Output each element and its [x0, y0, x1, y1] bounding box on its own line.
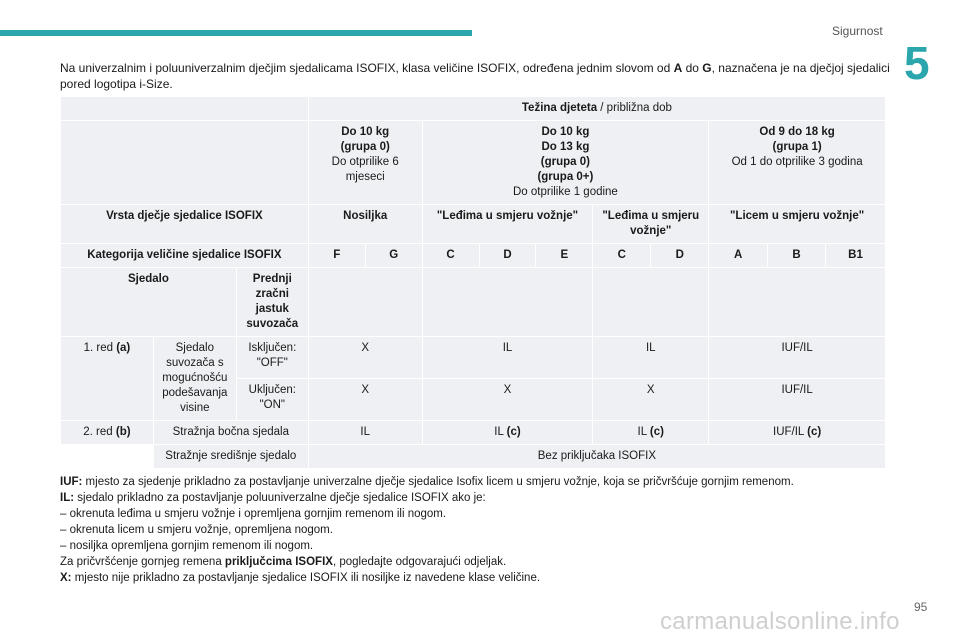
page-number: 95 [914, 600, 928, 614]
value-cell: IL [422, 337, 593, 379]
table-corner [61, 121, 309, 205]
empty-cell [422, 268, 593, 337]
type-cell: Nosiljka [308, 205, 422, 244]
row2-seat: Stražnja bočna sjedala [153, 421, 308, 445]
row-label-1: 1. red (a) [61, 337, 154, 421]
size-label: Kategorija veličine sjedalice ISOFIX [61, 244, 309, 268]
airbag-label: Prednji zračni jastuk suvozača [236, 268, 308, 337]
section-title: Sigurnost [832, 24, 883, 38]
empty-cell [308, 268, 422, 337]
group-header: Od 9 do 18 kg (grupa 1) Od 1 do otprilike 3 godina [709, 121, 886, 205]
type-cell: "Leđima u smjeru vožnje" [422, 205, 593, 244]
row-label-2: 2. red (b) [61, 421, 154, 445]
size-cell: C [593, 244, 651, 268]
watermark: carmanualsonline.info [660, 608, 900, 635]
value-cell: IUF/IL [709, 337, 886, 379]
empty-cell [709, 268, 886, 337]
size-cell: B1 [825, 244, 885, 268]
note-bullet: – okrenuta licem u smjeru vožnje, opremljena nogom. [60, 524, 333, 536]
value-cell: X [308, 337, 422, 379]
value-cell: X [422, 379, 593, 421]
size-cell: E [536, 244, 593, 268]
value-cell: IUF/IL [709, 379, 886, 421]
weight-header: Težina djeteta / približna dob [308, 97, 885, 121]
size-cell: B [768, 244, 826, 268]
chapter-number: 5 [904, 37, 930, 89]
row1-seat: Sjedalo suvozača s mogućnošću podešavanja visine [153, 337, 236, 421]
legend-notes [60, 474, 890, 586]
isofix-table [60, 96, 886, 469]
size-cell: A [709, 244, 768, 268]
value-cell: X [308, 379, 422, 421]
group-header: Do 10 kg Do 13 kg (grupa 0) (grupa 0+) Do otprilike 1 godine [422, 121, 709, 205]
seat-label: Sjedalo [61, 268, 237, 337]
note-iuf: IUF: mjesto za sjedenje prikladno za postavljanje univerzalne dječje sjedalice Isofix licem u smjeru vožnje, koja se pričvršćuje gornjim remenom. [60, 476, 794, 488]
type-label: Vrsta dječje sjedalice ISOFIX [61, 205, 309, 244]
intro-paragraph: Na univerzalnim i poluuniverzalnim dječjim sjedalicama ISOFIX, klasa veličine ISOFIX, određena jednim slovom od A do G, naznačena je na dječjoj sjedalici pored logotipa i-Size. [60, 61, 890, 91]
type-cell: "Leđima u smjeru vožnje" [593, 205, 709, 244]
size-cell: D [479, 244, 536, 268]
table-corner [61, 97, 309, 121]
row3-seat: Stražnje središnje sjedalo [153, 445, 308, 469]
header-accent-bar [0, 30, 472, 36]
note-x: X: mjesto nije prikladno za postavljanje sjedalice ISOFIX ili nosiljke iz navedene klase veličine. [60, 572, 541, 584]
airbag-on: Uključen: "ON" [236, 379, 308, 421]
size-cell: C [422, 244, 479, 268]
type-cell: "Licem u smjeru vožnje" [709, 205, 886, 244]
empty-cell [61, 445, 154, 469]
size-cell: F [308, 244, 365, 268]
note-tether: Za pričvršćenje gornjeg remena priključcima ISOFIX, pogledajte odgovarajući odjeljak. [60, 556, 507, 568]
value-cell: IL [308, 421, 422, 445]
value-cell: IL (c) [422, 421, 593, 445]
note-bullet: – okrenuta leđima u smjeru vožnje i opremljena gornjim remenom ili nogom. [60, 508, 447, 520]
value-cell: IL (c) [593, 421, 709, 445]
note-bullet: – nosiljka opremljena gornjim remenom ili nogom. [60, 540, 314, 552]
size-cell: G [365, 244, 422, 268]
row3-value: Bez priključaka ISOFIX [308, 445, 885, 469]
value-cell: X [593, 379, 709, 421]
value-cell: IL [593, 337, 709, 379]
airbag-off: Isključen: "OFF" [236, 337, 308, 379]
group-header: Do 10 kg (grupa 0) Do otprilike 6 mjeseci [308, 121, 422, 205]
empty-cell [593, 268, 709, 337]
value-cell: IUF/IL (c) [709, 421, 886, 445]
size-cell: D [651, 244, 709, 268]
note-il: IL: sjedalo prikladno za postavljanje poluuniverzalne dječje sjedalice ISOFIX ako je: [60, 492, 486, 504]
